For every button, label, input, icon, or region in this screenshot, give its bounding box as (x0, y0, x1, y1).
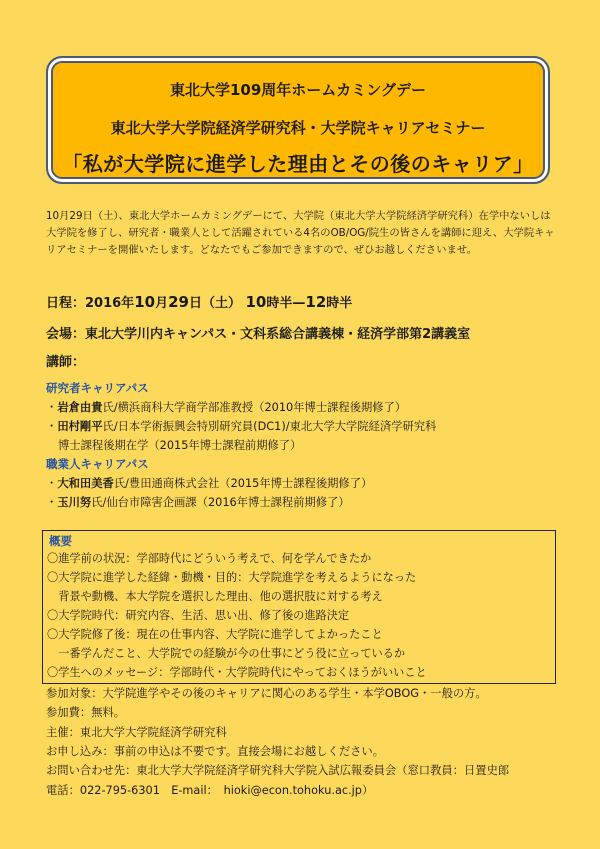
seminar-title: 東北大学大学院経済学研究科・大学院キャリアセミナー (110, 119, 486, 137)
contact-info: お問い合わせ先：東北大学大学院経済学研究科大学院入試広報委員会（窓口教員：日置史郎 (46, 764, 510, 777)
venue-line: 会場：東北大学川内キャンパス・文科系総合講義棟・経済学部第2講義室 (46, 327, 471, 342)
lecturer-item: ・大和田美香氏/豊田通商株式会社（2015年博士課程後期修了） (46, 477, 373, 490)
summary-heading: 概要 (49, 534, 72, 548)
lecturer-item: ・田村剛平氏/日本学術振興会特別研究員(DC1)/東北大学大学院経済学研究科 (46, 420, 437, 433)
lecturer-item: ・岩倉由貴氏/横浜商科大学商学部准教授（2010年博士課程後期修了） (46, 401, 407, 414)
summary-item: 一番学んだこと、大学院での経験が今の仕事にどう役に立っているか (47, 647, 406, 660)
summary-item: 〇進学前の状況：学部時代にどういう考えで、何を学んできたか (47, 552, 372, 565)
lecturers-label: 講師： (46, 355, 86, 370)
fee: 参加費：無料。 (46, 706, 126, 719)
summary-item: 〇大学院時代：研究内容、生活、思い出、修了後の進路決定 (47, 609, 350, 622)
summary-item: 〇大学院に進学した経緯・動機・目的：大学院進学を考えるようになった (47, 571, 417, 584)
date-line: 日程：2016年10月29日（土） 10時半—12時半 (46, 293, 353, 311)
lecturer-item-continued: 博士課程後期在学（2015年博士課程前期修了） (58, 439, 302, 452)
intro-paragraph: 10月29日（土）、東北大学ホームカミングデーにて、大学院（東北大学大学院経済学研究科）在学中ないしは大学院を修了し、研究者・職業人として活躍されている4名のOB/OG/院生の皆さんを講師に迎え、大学院キャリアセミナーを開催いたします。どなたでもご参加できますので、ぜひお越しくださいませ。 (46, 210, 555, 256)
professional-path-heading: 職業人キャリアパス (46, 457, 149, 471)
summary-item: 〇大学院修了後：現在の仕事内容、大学院に進学してよかったこと (47, 628, 383, 641)
lecturer-item: ・玉川努氏/仙台市障害企画課（2016年博士課程前期修了） (46, 496, 350, 509)
research-path-heading: 研究者キャリアパス (46, 381, 149, 395)
title-box (46, 56, 550, 184)
target-audience: 参加対象：大学院進学やその後のキャリアに関心のある学生・本学OBOG・一般の方。 (46, 687, 487, 700)
event-title: 東北大学109周年ホームカミングデー (169, 81, 426, 99)
summary-item: 背景や動機、本大学院を選択した理由、他の選択肢に対する考え (47, 590, 383, 603)
summary-item: 〇学生へのメッセージ：学部時代・大学院時代にやっておくほうがいいこと (47, 666, 427, 679)
summary-box (42, 530, 556, 684)
application-info: お申し込み：事前の申込は不要です。直接会場にお越しください。 (46, 745, 385, 758)
contact-phone-email: 電話：022-795-6301 E-mail： hioki@econ.tohoku.ac.jp） (46, 784, 374, 797)
seminar-theme: 「私が大学院に進学した理由とその後のキャリア」 (62, 152, 534, 176)
host: 主催：東北大学大学院経済学研究科 (46, 726, 227, 739)
